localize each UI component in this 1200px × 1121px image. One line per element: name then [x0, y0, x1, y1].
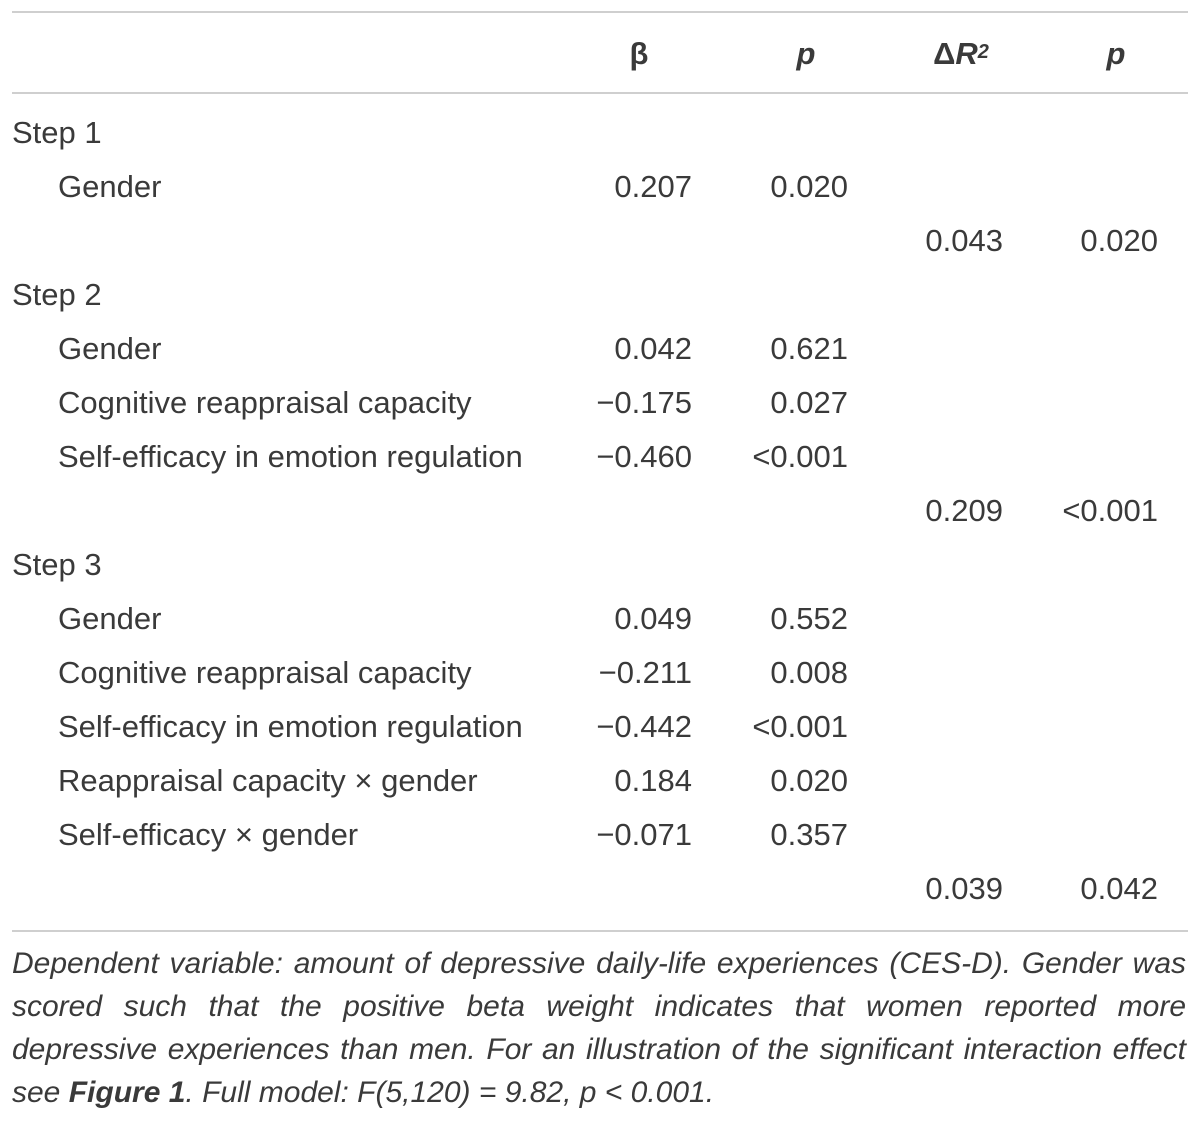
header-beta: β — [629, 36, 649, 71]
delta-p-value: 0.042 — [1080, 871, 1158, 906]
table-top-rule — [12, 11, 1188, 13]
delta-p-value: <0.001 — [1062, 493, 1158, 528]
beta-value: 0.207 — [614, 169, 692, 204]
figure-reference-link[interactable]: Figure 1 — [68, 1076, 186, 1109]
p-value: 0.027 — [770, 385, 848, 420]
variable-label: Gender — [58, 601, 162, 636]
delta-r2-value: 0.043 — [925, 223, 1003, 258]
header-p: p — [796, 36, 816, 71]
beta-value: −0.211 — [598, 655, 692, 690]
beta-value: −0.175 — [596, 385, 692, 420]
step-label: Step 3 — [12, 547, 102, 582]
table-footnote: Dependent variable: amount of depressive daily-life experiences (CES-D). Gender was scored such that the positive beta weight indicates that women reported more depressive experiences than men. For an illustration of the significant interaction effect see Figure 1. Full model: F(5,120) = 9.82, p < 0.001. — [12, 947, 1186, 1109]
p-value: 0.552 — [770, 601, 848, 636]
beta-value: −0.460 — [596, 439, 692, 474]
delta-p-value: 0.020 — [1080, 223, 1158, 258]
p-value: 0.621 — [770, 331, 848, 366]
p-value: 0.357 — [770, 817, 848, 852]
variable-label: Gender — [58, 331, 162, 366]
p-value: 0.008 — [770, 655, 848, 690]
beta-value: 0.184 — [614, 763, 692, 798]
p-value: <0.001 — [752, 709, 848, 744]
variable-label: Self-efficacy × gender — [58, 817, 359, 852]
table-bottom-rule — [12, 930, 1188, 932]
beta-value: 0.042 — [614, 331, 692, 366]
variable-label: Gender — [58, 169, 162, 204]
step-label: Step 2 — [12, 277, 102, 312]
variable-label: Reappraisal capacity × gender — [58, 763, 478, 798]
variable-label: Self-efficacy in emotion regulation — [58, 439, 523, 474]
p-value: 0.020 — [770, 763, 848, 798]
header-delta-r2: $\Delta R^2$ — [933, 36, 989, 71]
variable-label: Cognitive reappraisal capacity — [58, 655, 472, 690]
p-value: <0.001 — [752, 439, 848, 474]
delta-r2-value: 0.209 — [925, 493, 1003, 528]
beta-value: 0.049 — [614, 601, 692, 636]
step-label: Step 1 — [12, 115, 102, 150]
p-value: 0.020 — [770, 169, 848, 204]
header-p-delta: p — [1106, 36, 1126, 71]
beta-value: −0.071 — [596, 817, 692, 852]
variable-label: Self-efficacy in emotion regulation — [58, 709, 523, 744]
beta-value: −0.442 — [596, 709, 692, 744]
delta-r2-value: 0.039 — [925, 871, 1003, 906]
variable-label: Cognitive reappraisal capacity — [58, 385, 472, 420]
header-bottom-rule — [12, 92, 1188, 94]
